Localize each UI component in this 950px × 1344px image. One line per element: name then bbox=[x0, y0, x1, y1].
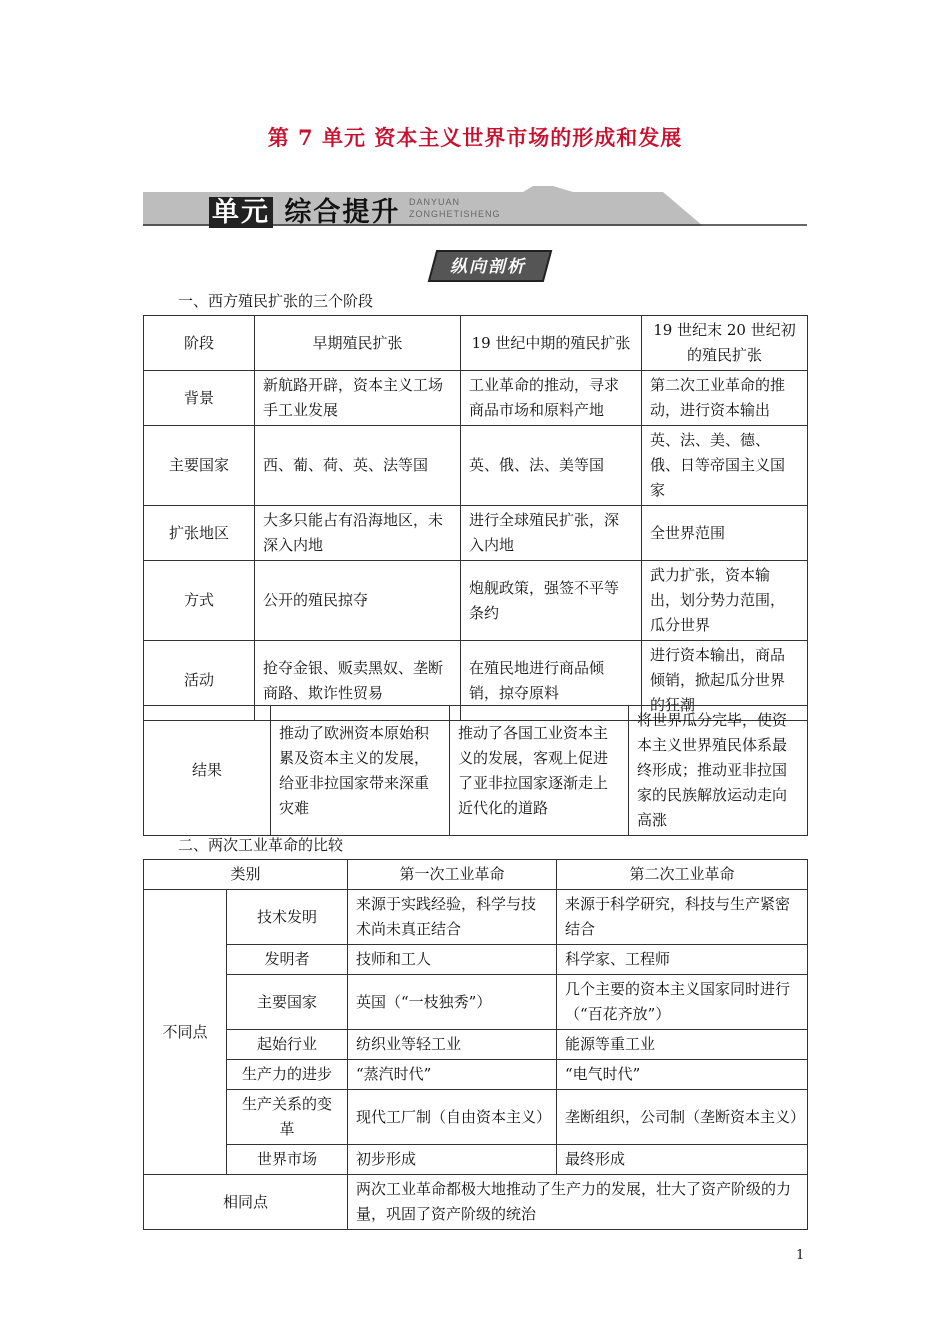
result-table bbox=[143, 705, 808, 836]
table-cell: 在殖民地进行商品倾销，掠夺原料 bbox=[461, 641, 642, 721]
table-cell: 公开的殖民掠夺 bbox=[255, 561, 461, 641]
row-label: 扩张地区 bbox=[144, 506, 255, 561]
table-cell: 垄断组织，公司制（垄断资本主义） bbox=[557, 1090, 808, 1145]
table-row bbox=[144, 506, 808, 561]
row-label: 发明者 bbox=[227, 945, 348, 975]
table-cell: 全世界范围 bbox=[642, 506, 808, 561]
row-label: 方式 bbox=[144, 561, 255, 641]
table-cell: 西、葡、荷、英、法等国 bbox=[255, 426, 461, 506]
common-text: 两次工业革命都极大地推动了生产力的发展，壮大了资产阶级的力量，巩固了资产阶级的统治 bbox=[348, 1175, 808, 1230]
header-cell: 第二次工业革命 bbox=[557, 860, 808, 890]
table-cell: 推动了欧洲资本原始积累及资本主义的发展，给亚非拉国家带来深重灾难 bbox=[271, 706, 450, 836]
row-label: 背景 bbox=[144, 371, 255, 426]
table-cell: “蒸汽时代” bbox=[348, 1060, 557, 1090]
table-cell: 初步形成 bbox=[348, 1145, 557, 1175]
table-row bbox=[144, 1145, 808, 1175]
row-label: 结果 bbox=[144, 706, 271, 836]
table-row bbox=[144, 945, 808, 975]
row-label: 生产关系的变革 bbox=[227, 1090, 348, 1145]
table-cell: 技师和工人 bbox=[348, 945, 557, 975]
table-row bbox=[144, 1060, 808, 1090]
group-label: 不同点 bbox=[144, 890, 227, 1175]
table-cell: 现代工厂制（自由资本主义） bbox=[348, 1090, 557, 1145]
row-label: 世界市场 bbox=[227, 1145, 348, 1175]
header-cell: 19 世纪末 20 世纪初的殖民扩张 bbox=[642, 316, 808, 371]
table-cell: 推动了各国工业资本主义的发展，客观上促进了亚非拉国家逐渐走上近代化的道路 bbox=[450, 706, 629, 836]
table-cell: 第二次工业革命的推动，进行资本输出 bbox=[642, 371, 808, 426]
row-label: 起始行业 bbox=[227, 1030, 348, 1060]
table-cell: 英国（“一枝独秀”） bbox=[348, 975, 557, 1030]
table-row bbox=[144, 1090, 808, 1145]
table-cell: 来源于实践经验，科学与技术尚未真正结合 bbox=[348, 890, 557, 945]
table-cell: 最终形成 bbox=[557, 1145, 808, 1175]
table-row bbox=[144, 561, 808, 641]
table-cell: 工业革命的推动，寻求商品市场和原料产地 bbox=[461, 371, 642, 426]
table-row bbox=[144, 1030, 808, 1060]
table-cell: 能源等重工业 bbox=[557, 1030, 808, 1060]
banner-label-b: 综合提升 bbox=[284, 197, 401, 228]
header-cell: 19 世纪中期的殖民扩张 bbox=[461, 316, 642, 371]
table-row bbox=[144, 1175, 808, 1230]
table-cell: 进行资本输出，商品倾销，掀起瓜分世界的狂潮 bbox=[642, 641, 808, 721]
section-tag: 纵向剖析 bbox=[450, 257, 526, 277]
unit-banner bbox=[143, 186, 807, 226]
table-cell: 英、法、美、德、俄、日等帝国主义国家 bbox=[642, 426, 808, 506]
revolution-table bbox=[143, 859, 808, 1230]
table-row bbox=[144, 426, 808, 506]
table-cell: “电气时代” bbox=[557, 1060, 808, 1090]
table-cell: 纺织业等轻工业 bbox=[348, 1030, 557, 1060]
table-row bbox=[144, 975, 808, 1030]
banner-sub-2: ZONGHETISHENG bbox=[409, 209, 501, 219]
common-label: 相同点 bbox=[144, 1175, 348, 1230]
table-row bbox=[144, 890, 808, 945]
row-label: 技术发明 bbox=[227, 890, 348, 945]
section1-heading: 一、西方殖民扩张的三个阶段 bbox=[178, 292, 374, 310]
table-cell: 抢夺金银、贩卖黑奴、垄断商路、欺诈性贸易 bbox=[255, 641, 461, 721]
table-row bbox=[144, 371, 808, 426]
banner-label bbox=[209, 190, 400, 229]
table-cell: 武力扩张，资本输出，划分势力范围，瓜分世界 bbox=[642, 561, 808, 641]
page-title: 第 7 单元 资本主义世界市场的形成和发展 bbox=[267, 125, 683, 150]
table-row bbox=[144, 706, 808, 836]
header-cell: 早期殖民扩张 bbox=[255, 316, 461, 371]
banner-sub-1: DANYUAN bbox=[409, 197, 461, 207]
table-cell: 科学家、工程师 bbox=[557, 945, 808, 975]
row-label: 生产力的进步 bbox=[227, 1060, 348, 1090]
table-cell: 几个主要的资本主义国家同时进行（“百花齐放”） bbox=[557, 975, 808, 1030]
row-label: 活动 bbox=[144, 641, 255, 721]
row-label: 主要国家 bbox=[227, 975, 348, 1030]
header-cell: 阶段 bbox=[144, 316, 255, 371]
section2-heading: 二、两次工业革命的比较 bbox=[178, 836, 344, 854]
table-header-row bbox=[144, 316, 808, 371]
banner-label-a: 单元 bbox=[209, 197, 273, 228]
page-number: 1 bbox=[796, 1248, 805, 1263]
table-cell: 新航路开辟，资本主义工场手工业发展 bbox=[255, 371, 461, 426]
table-cell: 将世界瓜分完毕，使资本主义世界殖民体系最终形成；推动亚非拉国家的民族解放运动走向高涨 bbox=[629, 706, 808, 836]
table-cell: 来源于科学研究，科技与生产紧密结合 bbox=[557, 890, 808, 945]
row-label: 主要国家 bbox=[144, 426, 255, 506]
table-cell: 大多只能占有沿海地区，未深入内地 bbox=[255, 506, 461, 561]
table-header-row bbox=[144, 860, 808, 890]
header-cell: 类别 bbox=[144, 860, 348, 890]
header-cell: 第一次工业革命 bbox=[348, 860, 557, 890]
table-cell: 炮舰政策，强签不平等条约 bbox=[461, 561, 642, 641]
colonial-table bbox=[143, 315, 808, 721]
table-cell: 进行全球殖民扩张，深入内地 bbox=[461, 506, 642, 561]
table-cell: 英、俄、法、美等国 bbox=[461, 426, 642, 506]
